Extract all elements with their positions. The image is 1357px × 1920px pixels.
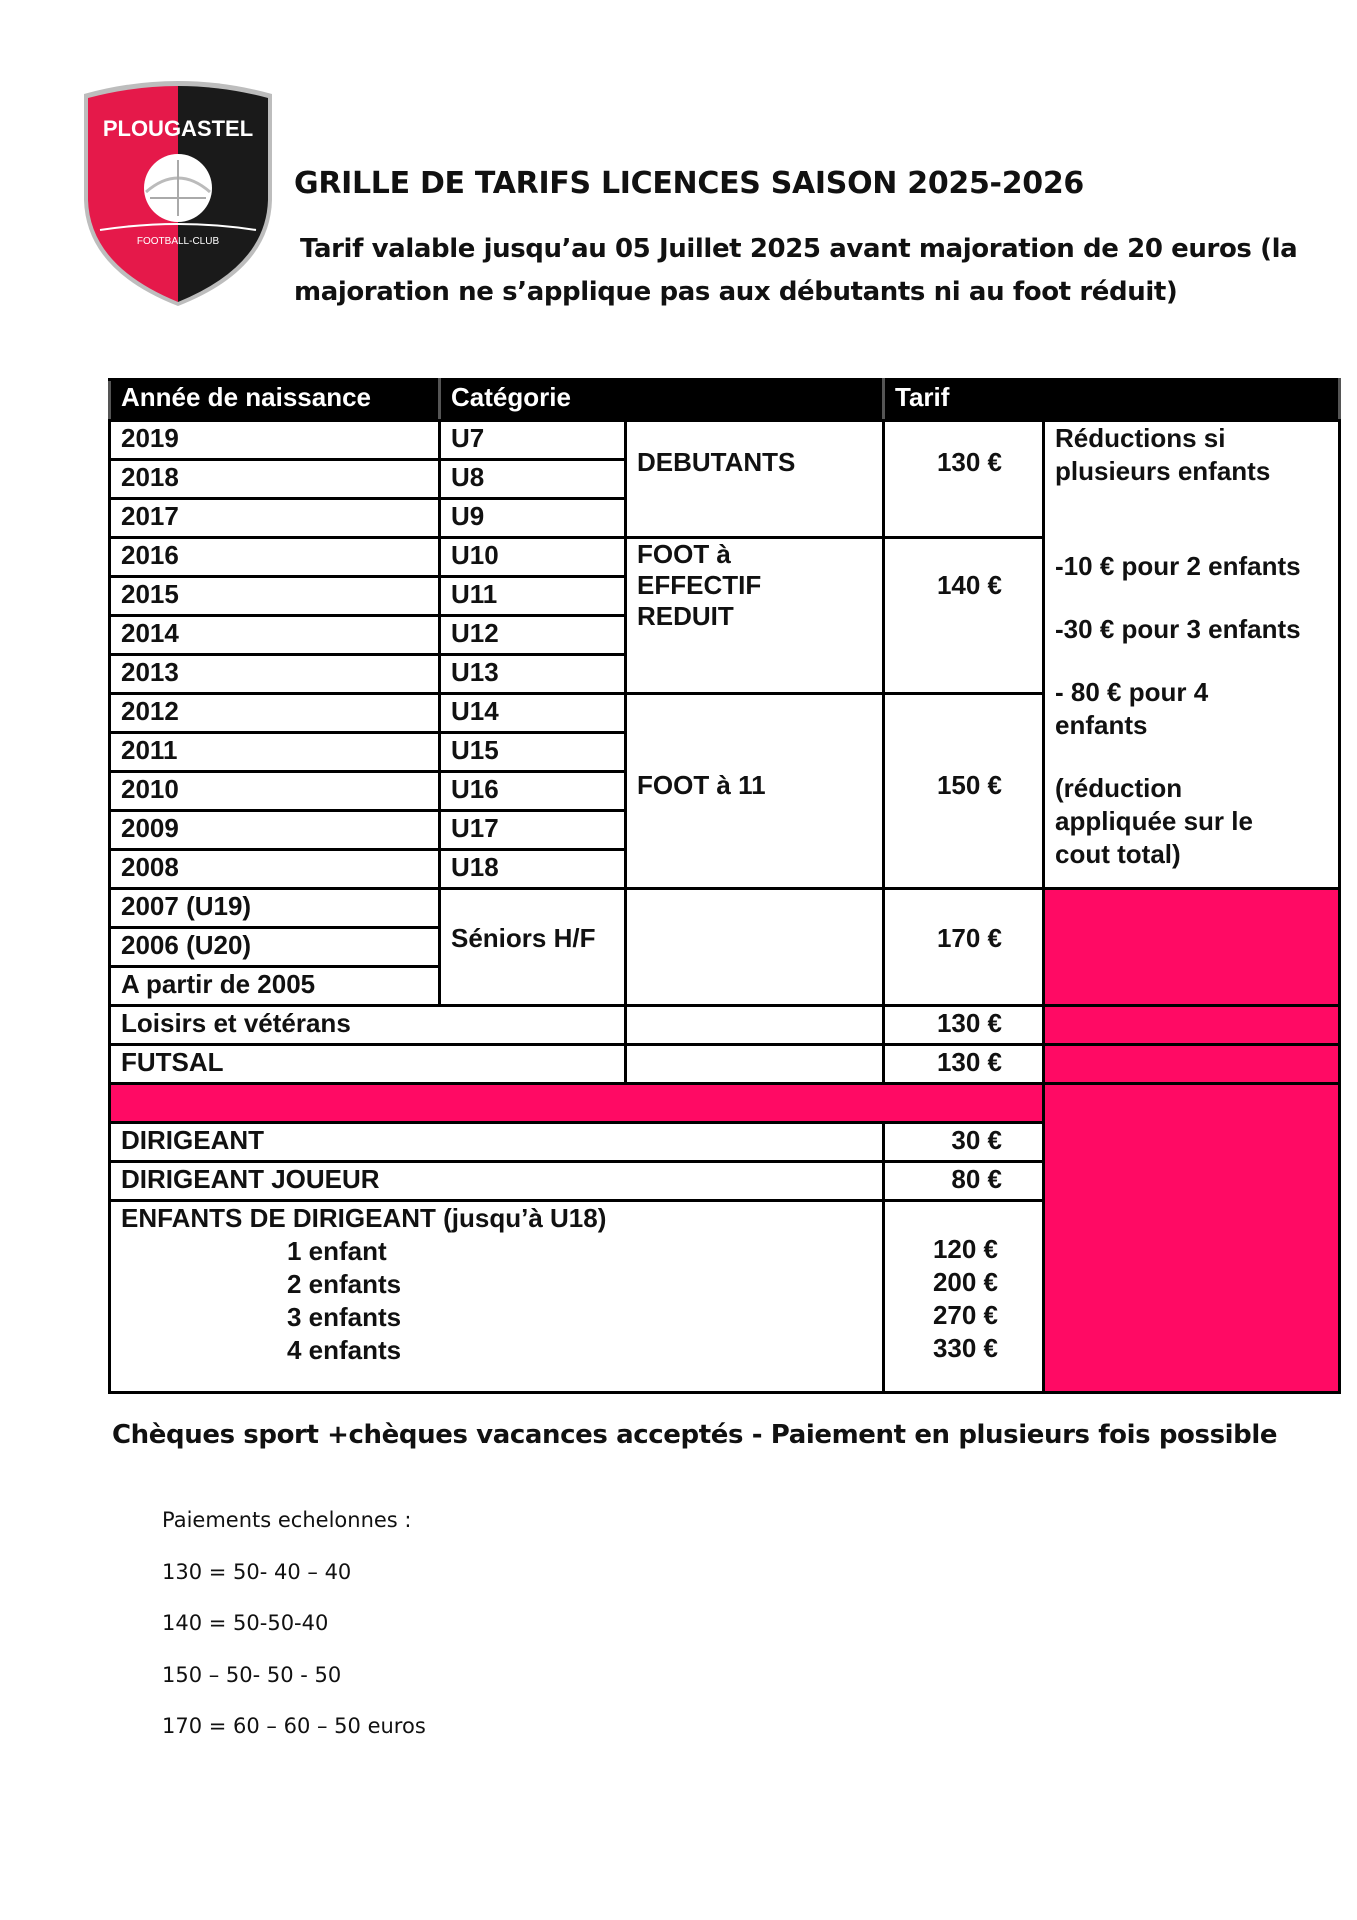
subtitle-line-1: Tarif valable jusqu’au 05 Juillet 2025 avant majoration de 20 euros (la (300, 234, 1298, 264)
reduction-note-1: (réduction (1055, 773, 1183, 803)
year-cell: 2006 (U20) (110, 928, 440, 967)
svg-text:PLOUGASTEL: PLOUGASTEL (102, 116, 254, 141)
reduction-note-2: appliquée sur le (1055, 806, 1253, 836)
year-cell: 2008 (110, 850, 440, 889)
enfants-list (121, 1235, 872, 1367)
dirigeant-joueur-price: 80 € (884, 1162, 1044, 1201)
group-label: Séniors H/F (451, 923, 596, 953)
list-item: 2 enfants (287, 1269, 402, 1299)
page-title: GRILLE DE TARIFS LICENCES SAISON 2025-2026 (294, 166, 1085, 201)
reduction-4-children-b: enfants (1055, 710, 1148, 740)
list-item: 1 enfant (287, 1236, 387, 1266)
group-label: DEBUTANTS (637, 447, 796, 477)
group-debutants (626, 421, 884, 538)
year-cell: 2009 (110, 811, 440, 850)
year-cell: 2013 (110, 655, 440, 694)
category-cell: U7 (440, 421, 626, 460)
year-cell: 2015 (110, 577, 440, 616)
category-cell: U14 (440, 694, 626, 733)
pink-filler (1044, 1006, 1340, 1045)
year-cell: 2007 (U19) (110, 889, 440, 928)
empty-cell (626, 1045, 884, 1084)
reduction-4-children-a: - 80 € pour 4 (1055, 677, 1209, 707)
category-cell: U10 (440, 538, 626, 577)
group-reduit (626, 538, 884, 694)
enfants-dirigeant-label: ENFANTS DE DIRIGEANT (jusqu’à U18) (121, 1203, 607, 1233)
subtitle (294, 228, 1298, 314)
year-cell: 2019 (110, 421, 440, 460)
shield-icon (80, 80, 276, 306)
price-reduit (884, 538, 1044, 694)
list-item-price: 270 € (932, 1300, 999, 1330)
list-item-price: 200 € (932, 1267, 999, 1297)
enfants-dirigeant-cell (110, 1201, 884, 1393)
price-seniors (884, 889, 1044, 1006)
year-cell: 2016 (110, 538, 440, 577)
schedule-line: 170 = 60 – 60 – 50 euros (162, 1714, 426, 1738)
year-cell: 2014 (110, 616, 440, 655)
category-cell: U12 (440, 616, 626, 655)
year-cell: A partir de 2005 (110, 967, 440, 1006)
separator-row (110, 1084, 1340, 1123)
list-item: 4 enfants (287, 1335, 402, 1365)
category-cell: U13 (440, 655, 626, 694)
group-seniors (440, 889, 626, 1006)
schedule-line: 150 – 50- 50 - 50 (162, 1662, 342, 1687)
pink-filler (1044, 1084, 1340, 1393)
svg-text:FOOTBALL-CLUB: FOOTBALL-CLUB (136, 236, 220, 247)
header-category: Catégorie (440, 380, 884, 421)
pink-separator (110, 1084, 1044, 1123)
payment-note: Chèques sport +chèques vacances acceptés - Paiement en plusieurs fois possible (112, 1420, 1278, 1450)
list-item-price: 330 € (932, 1333, 999, 1363)
category-cell: U17 (440, 811, 626, 850)
year-cell: 2017 (110, 499, 440, 538)
year-cell: 2012 (110, 694, 440, 733)
reduction-3-children: -30 € pour 3 enfants (1055, 614, 1301, 644)
empty-cell (626, 889, 884, 1006)
category-cell: U18 (440, 850, 626, 889)
header-price: Tarif (884, 380, 1340, 421)
group-label: FOOT à 11 (637, 769, 766, 800)
price-foot11 (884, 694, 1044, 889)
group-label-3: REDUIT (637, 601, 734, 631)
tarifs-table (108, 378, 1341, 1394)
schedule-title: Paiements echelonnes : (162, 1508, 412, 1532)
table-row (110, 889, 1340, 928)
reduction-2-children: -10 € pour 2 enfants (1055, 551, 1301, 581)
dirigeant-joueur-label: DIRIGEANT JOUEUR (110, 1162, 884, 1201)
table-row (110, 1045, 1340, 1084)
list-item-price: 120 € (932, 1234, 999, 1264)
year-cell: 2011 (110, 733, 440, 772)
dirigeant-price: 30 € (884, 1123, 1044, 1162)
price-label: 140 € (936, 570, 1003, 600)
enfants-prices-cell (884, 1201, 1044, 1393)
table-header (110, 380, 1340, 421)
category-cell: U11 (440, 577, 626, 616)
dirigeant-label: DIRIGEANT (110, 1123, 884, 1162)
club-logo (80, 80, 276, 306)
year-cell: 2018 (110, 460, 440, 499)
subtitle-line-2: majoration ne s’applique pas aux débutants ni au foot réduit) (294, 277, 1178, 307)
category-cell: U9 (440, 499, 626, 538)
price-label: 130 € (936, 447, 1003, 477)
table-row (110, 1006, 1340, 1045)
table-row (110, 421, 1340, 460)
list-item: 3 enfants (287, 1302, 402, 1332)
reductions-title-1: Réductions si (1055, 423, 1226, 453)
empty-cell (626, 1006, 884, 1045)
category-cell: U15 (440, 733, 626, 772)
pink-filler (1044, 889, 1340, 1006)
group-label-1: FOOT à (637, 539, 731, 569)
price-label: 150 € (936, 769, 1003, 800)
group-foot11 (626, 694, 884, 889)
reduction-note-3: cout total) (1055, 839, 1181, 869)
reductions-cell (1044, 421, 1340, 889)
header-year: Année de naissance (110, 380, 440, 421)
payment-schedule (162, 1508, 426, 1766)
category-cell: U8 (440, 460, 626, 499)
price-debutants (884, 421, 1044, 538)
pink-filler (1044, 1045, 1340, 1084)
futsal-label: FUTSAL (110, 1045, 626, 1084)
loisirs-price: 130 € (884, 1006, 1044, 1045)
schedule-line: 140 = 50-50-40 (162, 1611, 329, 1635)
loisirs-label: Loisirs et vétérans (110, 1006, 626, 1045)
group-label-2: EFFECTIF (637, 570, 762, 600)
price-label: 170 € (936, 923, 1003, 953)
category-cell: U16 (440, 772, 626, 811)
futsal-price: 130 € (884, 1045, 1044, 1084)
schedule-line: 130 = 50- 40 – 40 (162, 1559, 352, 1584)
reductions-title-2: plusieurs enfants (1055, 456, 1271, 486)
year-cell: 2010 (110, 772, 440, 811)
